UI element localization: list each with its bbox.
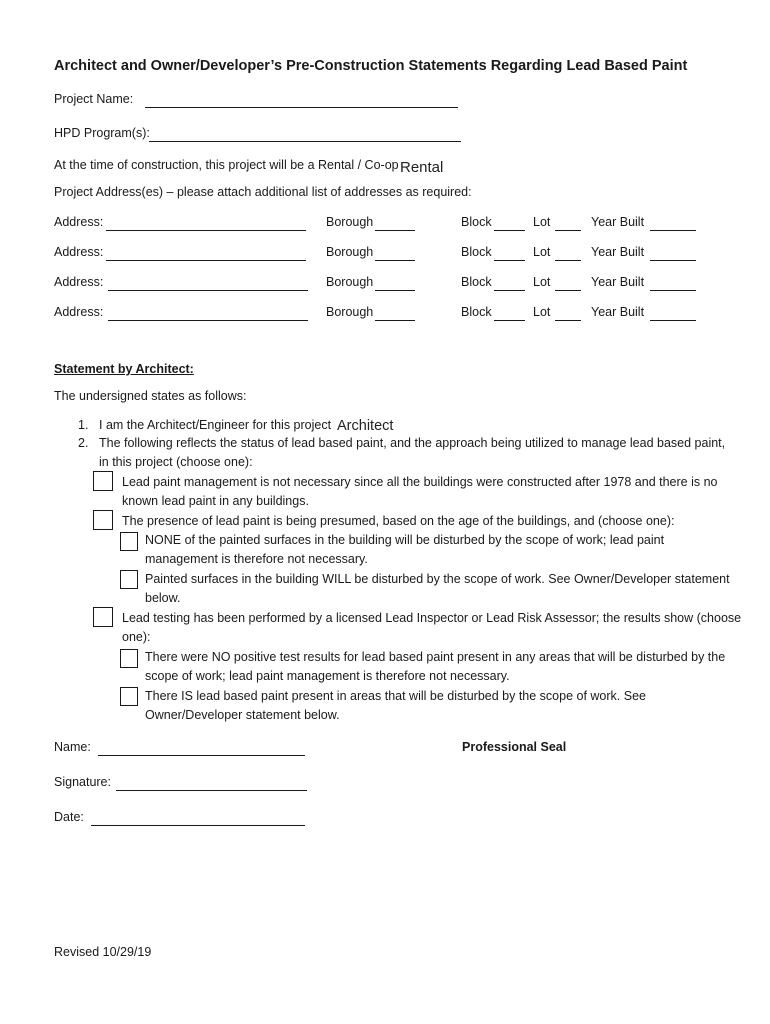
block-label: Block — [461, 245, 492, 259]
address-field[interactable] — [108, 276, 308, 291]
block-label: Block — [461, 275, 492, 289]
lot-label: Lot — [533, 215, 551, 229]
borough-field[interactable] — [375, 276, 415, 291]
borough-field[interactable] — [375, 306, 415, 321]
date-field[interactable] — [91, 811, 305, 826]
borough-label: Borough — [326, 275, 374, 289]
option-b-checkbox[interactable] — [93, 510, 113, 530]
page-title: Architect and Owner/Developer’s Pre-Construction Statements Regarding Lead Based Paint — [54, 58, 688, 74]
option-b2-checkbox[interactable] — [120, 570, 138, 589]
option-c2-line2: Owner/Developer statement below. — [145, 708, 340, 722]
lot-field[interactable] — [555, 216, 581, 231]
item-1-text: I am the Architect/Engineer for this project — [99, 418, 332, 432]
year-built-field[interactable] — [650, 276, 696, 291]
address-label: Address: — [54, 215, 104, 229]
address-field[interactable] — [106, 216, 306, 231]
year-built-label: Year Built — [591, 275, 645, 289]
hpd-program-field[interactable] — [149, 127, 461, 142]
borough-label: Borough — [326, 245, 374, 259]
item-2-line2: in this project (choose one): — [99, 455, 253, 469]
block-field[interactable] — [494, 216, 525, 231]
name-field[interactable] — [98, 741, 305, 756]
addresses-instruction: Project Address(es) – please attach additional list of addresses as required: — [54, 185, 472, 199]
block-label: Block — [461, 305, 492, 319]
option-a-line2: known lead paint in any buildings. — [122, 494, 309, 508]
project-name-label: Project Name: — [54, 92, 134, 106]
item-1-value[interactable]: Architect — [337, 418, 394, 434]
address-label: Address: — [54, 305, 104, 319]
option-c-line2: one): — [122, 630, 151, 644]
option-b2-line2: below. — [145, 591, 181, 605]
option-b1-checkbox[interactable] — [120, 532, 138, 551]
address-field[interactable] — [106, 246, 306, 261]
option-c1-line2: scope of work; lead paint management is therefore not necessary. — [145, 669, 510, 683]
statement-heading: Statement by Architect: — [54, 362, 194, 376]
option-c2-checkbox[interactable] — [120, 687, 138, 706]
lot-label: Lot — [533, 245, 551, 259]
borough-label: Borough — [326, 305, 374, 319]
option-a-line1: Lead paint management is not necessary since all the buildings were constructed after 1978 and there is no — [122, 475, 718, 489]
borough-field[interactable] — [375, 216, 415, 231]
project-name-field[interactable] — [145, 93, 458, 108]
lot-field[interactable] — [555, 276, 581, 291]
hpd-program-label: HPD Program(s): — [54, 126, 150, 140]
borough-label: Borough — [326, 215, 374, 229]
undersigned-text: The undersigned states as follows: — [54, 389, 247, 403]
item-2-number: 2. — [78, 436, 89, 450]
option-c1-line1: There were NO positive test results for lead based paint present in any areas that will be disturbed by the — [145, 650, 726, 664]
construction-type-label: At the time of construction, this project will be a Rental / Co-op — [54, 158, 399, 172]
address-label: Address: — [54, 245, 104, 259]
signature-field[interactable] — [116, 776, 307, 791]
borough-field[interactable] — [375, 246, 415, 261]
lot-label: Lot — [533, 305, 551, 319]
item-2-line1: The following reflects the status of lead based paint, and the approach being utilized to manage lead based paint, — [99, 436, 726, 450]
revised-footer: Revised 10/29/19 — [54, 945, 152, 959]
option-b2-line1: Painted surfaces in the building WILL be disturbed by the scope of work. See Owner/Developer statement — [145, 572, 730, 586]
construction-type-value[interactable]: Rental — [400, 159, 444, 176]
lot-label: Lot — [533, 275, 551, 289]
lot-field[interactable] — [555, 246, 581, 261]
date-label: Date: — [54, 810, 84, 824]
professional-seal-label: Professional Seal — [462, 740, 567, 754]
option-c-checkbox[interactable] — [93, 607, 113, 627]
option-b1-line1: NONE of the painted surfaces in the building will be disturbed by the scope of work; lead paint — [145, 533, 665, 547]
option-b1-line2: management is therefore not necessary. — [145, 552, 368, 566]
block-label: Block — [461, 215, 492, 229]
year-built-label: Year Built — [591, 215, 645, 229]
address-field[interactable] — [108, 306, 308, 321]
option-b-line1: The presence of lead paint is being presumed, based on the age of the buildings, and (choose one): — [122, 514, 675, 528]
block-field[interactable] — [494, 306, 525, 321]
lot-field[interactable] — [555, 306, 581, 321]
option-c1-checkbox[interactable] — [120, 649, 138, 668]
year-built-label: Year Built — [591, 305, 645, 319]
year-built-field[interactable] — [650, 306, 696, 321]
option-a-checkbox[interactable] — [93, 471, 113, 491]
item-1-number: 1. — [78, 418, 89, 432]
year-built-field[interactable] — [650, 246, 696, 261]
name-label: Name: — [54, 740, 91, 754]
option-c2-line1: There IS lead based paint present in areas that will be disturbed by the scope of work. See — [145, 689, 646, 703]
year-built-field[interactable] — [650, 216, 696, 231]
block-field[interactable] — [494, 246, 525, 261]
signature-label: Signature: — [54, 775, 111, 789]
option-c-line1: Lead testing has been performed by a licensed Lead Inspector or Lead Risk Assessor; the results show (choose — [122, 611, 742, 625]
year-built-label: Year Built — [591, 245, 645, 259]
block-field[interactable] — [494, 276, 525, 291]
address-label: Address: — [54, 275, 104, 289]
